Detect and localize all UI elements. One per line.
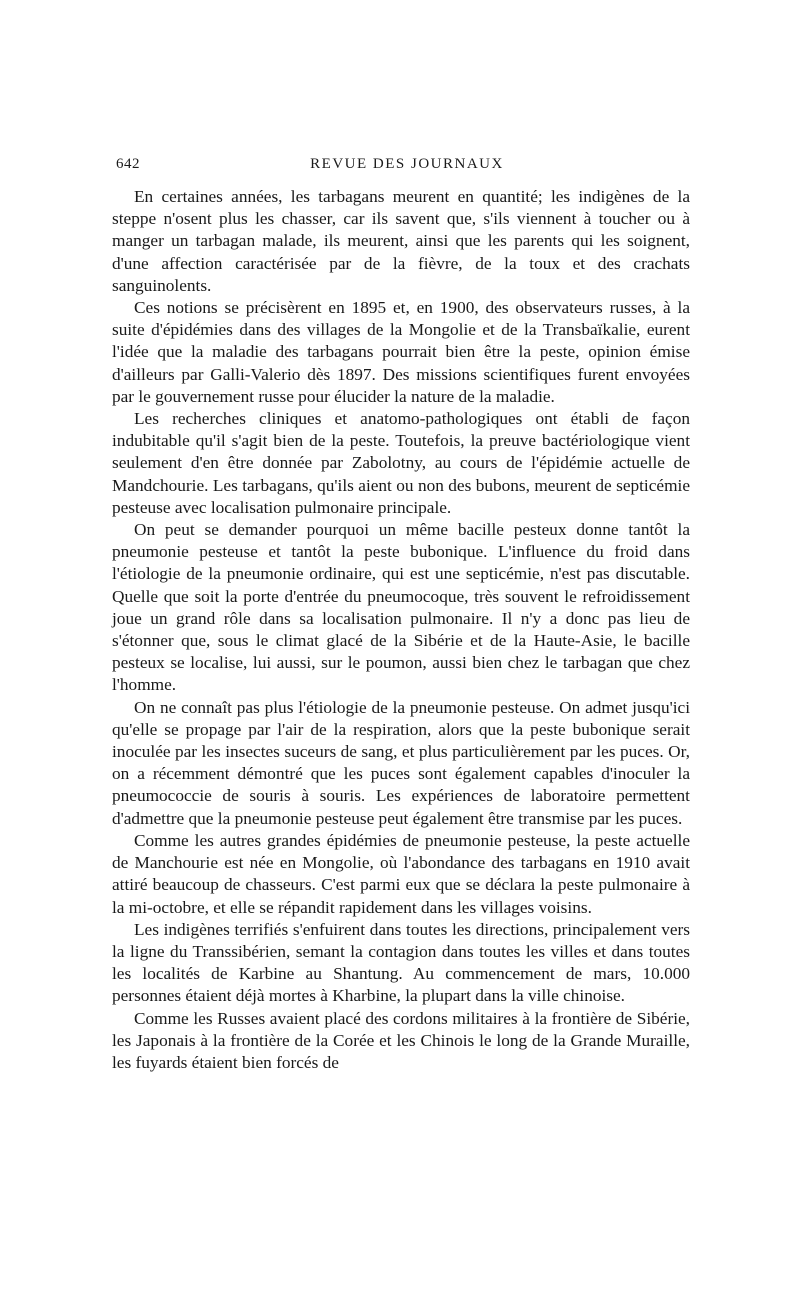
page-number: 642 [116,156,140,172]
paragraph-military-cordons: Comme les Russes avaient placé des cordons militaires à la frontière de Sibérie, les Japonais à la frontière de la Corée et les Chinois le long de la Grande Muraille, les fuyards étaient bien forcés de [112,1008,690,1072]
page [112,150,690,1074]
paragraph-flight-of-natives: Les indigènes terrifiés s'enfuirent dans toutes les directions, principalement vers la ligne du Transsibérien, semant la contagion dans toutes les villes et dans toutes les localités de Karbine au Shantung. Au commencement de mars, 10.000 personnes étaient déjà mortes à Kharbine, la plupart dans la ville chinoise. [112,919,690,1006]
body-text [112,186,690,1074]
paragraph-russian-observers: Ces notions se précisèrent en 1895 et, en 1900, des observateurs russes, à la suite d'épidémies dans des villages de la Mongolie et de la Transbaïkalie, eurent l'idée que la maladie des tarbagans pourrait bien être la peste, opinion émise d'ailleurs par Galli-Valerio dès 1897. Des missions scientifiques furent envoyées par le gouvernement russe pour élucider la nature de la maladie. [112,298,690,406]
paragraph-clinical-research: Les recherches cliniques et anatomo-pathologiques ont établi de façon indubitable qu'il s'agit bien de la peste. Toutefois, la preuve bactériologique vient seulement d'en être donnée par Zabolotny, au cours de l'épidémie actuelle de Mandchourie. Les tarbagans, qu'ils aient ou non des bubons, meurent de septicémie pesteuse avec localisation pulmonaire principale. [112,409,690,517]
paragraph-etiology: On ne connaît pas plus l'étiologie de la pneumonie pesteuse. On admet jusqu'ici qu'elle se propage par l'air de la respiration, alors que la peste bubonique serait inoculée par les insectes suceurs de sang, et plus particulièrement par les puces. Or, on a récemment démontré que les puces sont également capables d'inoculer la pneumococcie de souris à souris. Les expériences de laboratoire permettent d'admettre que la pneumonie pesteuse peut également être transmise par les puces. [112,697,690,828]
paragraph-mongolia-origin: Comme les autres grandes épidémies de pneumonie pesteuse, la peste actuelle de Manchourie est née en Mongolie, où l'abondance des tarbagans en 1910 avait attiré beaucoup de chasseurs. C'est parmi eux que se déclara la peste pulmonaire à la mi-octobre, et elle se répandit rapidement dans les villages voisins. [112,830,690,917]
paragraph-tarbagans-deaths: En certaines années, les tarbagans meurent en quantité; les indigènes de la steppe n'osent plus les chasser, car ils savent que, s'ils viennent à toucher ou à manger un tarbagan malade, ils meurent, ainsi que les parents qui les soignent, d'une affection caractérisée par de la fièvre, de la toux et des crachats sanguinolents. [112,187,690,295]
paragraph-pneumonia-vs-bubonic: On peut se demander pourquoi un même bacille pesteux donne tantôt la pneumonie pesteuse et tantôt la peste bubonique. L'influence du froid dans l'étiologie de la pneumonie ordinaire, qui est une septicémie, n'est pas discutable. Quelle que soit la porte d'entrée du pneumocoque, très souvent le refroidissement joue un grand rôle dans sa localisation pulmonaire. Il n'y a donc pas lieu de s'étonner que, sous le climat glacé de la Sibérie et de la Haute-Asie, le bacille pesteux se localise, lui aussi, sur le poumon, aussi bien chez le tarbagan que chez l'homme. [112,520,690,695]
journal-title: REVUE DES JOURNAUX [310,156,504,172]
running-head [112,150,690,178]
